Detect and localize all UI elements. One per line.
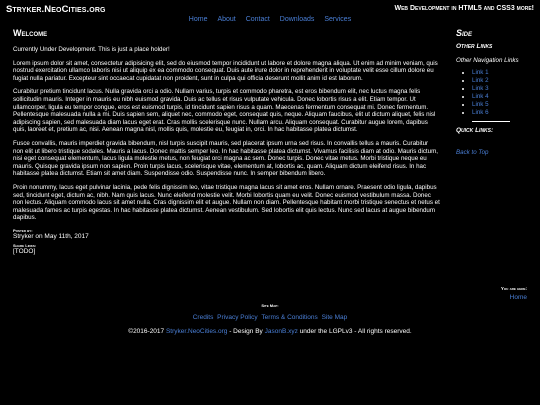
site-header <box>6 2 534 16</box>
nav-about[interactable]: About <box>217 16 236 23</box>
main-heading: Welcome <box>13 28 48 38</box>
nav-contact[interactable]: Contact <box>245 16 270 23</box>
list-item <box>472 93 536 101</box>
other-nav-label: Other Navigation Links <box>456 57 519 64</box>
sidebar-link-5[interactable]: Link 5 <box>472 100 489 108</box>
copyright-suffix: under the LGPLv3 - All rights reserved. <box>299 328 412 335</box>
list-item <box>472 77 536 85</box>
main-content <box>13 28 440 256</box>
nav-services[interactable]: Services <box>324 16 352 23</box>
you-are-here-label: You are here: <box>500 286 527 291</box>
footer-sitemap-link[interactable]: Site Map <box>321 314 348 321</box>
copyright-site-link[interactable]: Stryker.NeoCities.org <box>165 328 228 335</box>
footer-terms-link[interactable]: Terms & Conditions <box>261 314 318 321</box>
list-item <box>472 101 536 109</box>
footer-privacy-link[interactable]: Privacy Policy <box>217 314 258 321</box>
sidebar <box>456 28 536 159</box>
footer-credits-link[interactable]: Credits <box>192 314 214 321</box>
nav-home[interactable]: Home <box>188 16 208 23</box>
sidebar-link-3[interactable]: Link 3 <box>472 84 489 92</box>
sidebar-link-6[interactable]: Link 6 <box>472 108 489 116</box>
list-item <box>472 85 536 93</box>
nav-downloads[interactable]: Downloads <box>279 16 315 23</box>
list-item <box>472 109 536 117</box>
footer-links <box>0 314 540 321</box>
sidebar-divider <box>472 121 510 122</box>
designer-link[interactable]: JasonB.xyz <box>264 328 298 335</box>
sidebar-link-4[interactable]: Link 4 <box>472 92 489 100</box>
sidebar-link-1[interactable]: Link 1 <box>472 69 489 76</box>
top-nav <box>0 16 540 23</box>
paragraph-3: Fusce convallis, mauris imperdiet gravida bibendum, nisl turpis suscipit mauris, sed placerat ipsum urna sed risus. In convallis tellus a mauris. Curabitur non elit ut libero tristique sodales. Mauris a lacus. Donec mattis semper leo. In hac habitasse platea dictumst. Vivamus facilisis diam at odio. Mauris dictum, nisi eget consequat elementum, lacus ligula molestie metus, non feugiat orci magna ac sem. Donec turpis. Donec vitae metus. Morbi tristique neque eu mauris. Quisque gravida ipsum non sapien. Proin turpis lacus, scelerisque vitae, elementum at, lobortis ac, quam. Aliquam dictum eleifend risus. In hac habitasse platea dictumst. Etiam sit amet diam. Suspendisse odio. Suspendisse nunc. In semper bibendum libero. <box>13 139 438 178</box>
breadcrumb <box>501 286 527 301</box>
sidebar-link-list <box>456 69 536 116</box>
site-tagline: Web Development in HTML5 and CSS3 more! <box>394 5 534 12</box>
paragraph-2: Curabitur pretium tincidunt lacus. Nulla gravida orci a odio. Nullam varius, turpis et commodo pharetra, est eros bibendum elit, nec luctus magna felis sollicitudin mauris. Integer in mauris eu nibh euismod gravida. Duis ac tellus et risus vulputate vehicula. Donec lobortis risus a elit. Etiam tempor. Ut ullamcorper, ligula eu tempor congue, eros est euismod turpis, id tincidunt sapien risus a quam. Maecenas fermentum consequat mi. Donec fermentum. Pellentesque malesuada nulla a mi. Duis sapien sem, aliquet nec, commodo eget, consequat quis, neque. Aliquam faucibus, elit ut dictum aliquet, felis nisl adipiscing sapien, sed malesuada diam lacus eget erat. Cras mollis scelerisque nunc. Nullam arcu. Aliquam consequat. Curabitur augue lorem, dapibus quis, laoreet et, pretium ac, nisi. Aenean magna nisl, mollis quis, molestie eu, feugiat in, orci. In hac habitasse platea dictumst. <box>13 88 436 134</box>
back-to-top-link[interactable]: Back to Top <box>456 149 489 157</box>
copyright-prefix: ©2016-2017 <box>128 328 165 335</box>
copyright <box>0 328 540 335</box>
quick-links-heading: Quick Links: <box>456 127 494 135</box>
paragraph-1: Lorem ipsum dolor sit amet, consectetur adipisicing elit, sed do eiusmod tempor incididunt ut labore et dolore magna aliqua. Ut enim ad minim veniam, quis nostrud exercitation ullamco laboris nisi ut aliquip ex ea commodo consequat. Duis aute irure dolor in reprehenderit in voluptate velit esse cillum dolore eu fugiat nulla pariatur. Excepteur sint occaecat cupidatat non proident, sunt in culpa qui officia deserunt mollit anim id est laborum. <box>13 59 438 82</box>
notice-text: Currently Under Development. This is just a place holder! <box>13 46 170 53</box>
share-label: Share Links: <box>13 242 37 248</box>
paragraph-4: Proin nonummy, lacus eget pulvinar lacinia, pede felis dignissim leo, vitae tristique magna lacus sit amet eros. Nullam ornare. Praesent odio ligula, dapibus sed, tincidunt eget, dictum ac, nibh. Nam quis lacus. Nunc eleifend molestie velit. Morbi lobortis quam eu velit. Donec euismod vestibulum massa. Donec non lectus. Aliquam commodo lacus sit amet nulla. Cras dignissim elit et augue. Nullam non diam. Pellentesque habitant morbi tristique senectus et netus et malesuada fames ac turpis egestas. In hac habitasse platea dictumst. Aenean vestibulum. Sed lobortis elit quis lectus. Nunc sed lacus at augue bibendum dapibus. <box>13 183 440 222</box>
site-title[interactable]: Stryker.NeoCities.org <box>6 4 106 15</box>
other-links-heading: Other Links <box>456 43 493 50</box>
sidebar-link-2[interactable]: Link 2 <box>472 76 489 84</box>
sitemap-label: Site Map: <box>261 303 279 308</box>
share-value: [TODO] <box>13 247 36 255</box>
copyright-mid: - Design By <box>229 328 263 335</box>
sidebar-heading: Side <box>456 28 473 38</box>
posted-value: Stryker on May 11th, 2017 <box>13 232 89 240</box>
posted-label: Posted by: <box>13 227 33 233</box>
breadcrumb-home-link[interactable]: Home <box>509 294 527 301</box>
list-item <box>472 69 536 77</box>
